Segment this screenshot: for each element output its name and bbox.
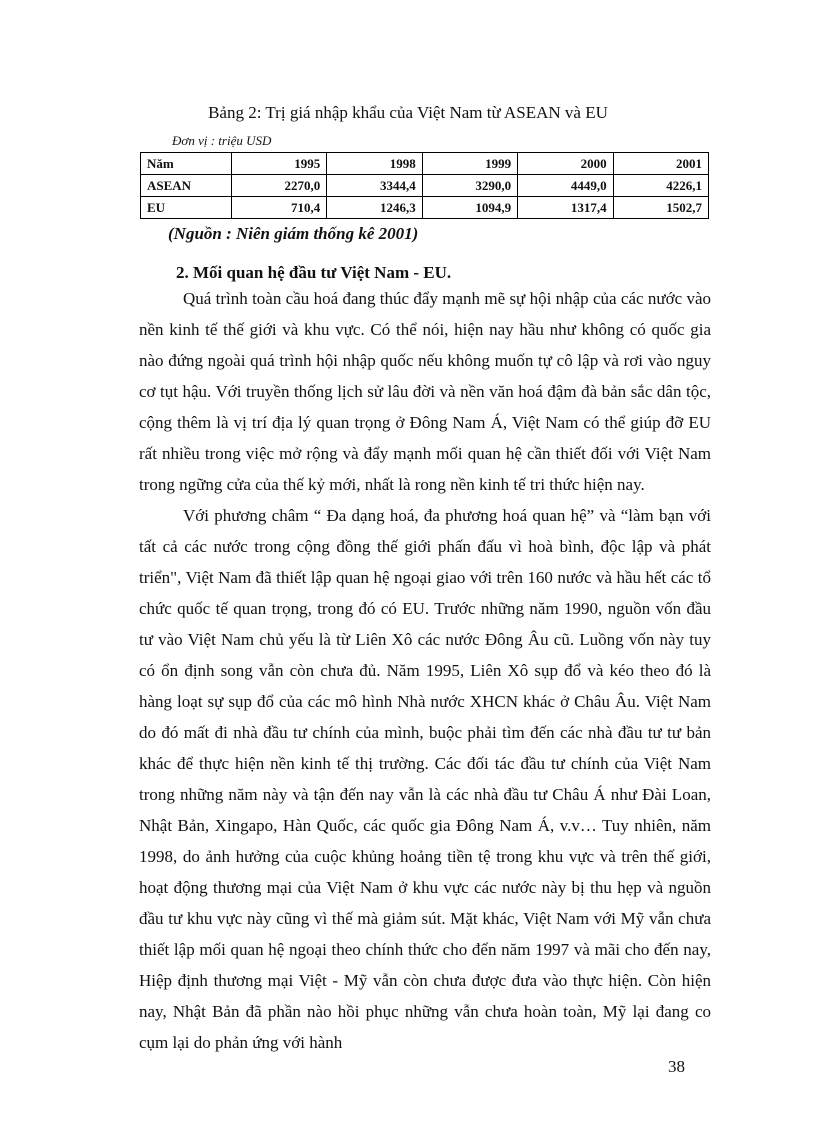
page-number: 38 (668, 1057, 685, 1076)
table-cell: 2270,0 (231, 175, 326, 197)
import-value-table (140, 152, 709, 219)
table-cell: 4449,0 (518, 175, 613, 197)
table-header-row (141, 153, 709, 175)
table-row (141, 197, 709, 219)
table-cell: 3290,0 (422, 175, 517, 197)
table-cell: 1246,3 (327, 197, 422, 219)
table-cell: EU (141, 197, 232, 219)
table-header-cell: 1995 (231, 153, 326, 175)
paragraph: Quá trình toàn cầu hoá đang thúc đẩy mạnh mẽ sự hội nhập của các nước vào nền kinh tế thế giới và khu vực. Có thể nói, hiện nay hầu như không có quốc gia nào đứng ngoài quá trình hội nhập quốc nếu không muốn tự cô lập và rơi vào nguy cơ tụt hậu. Với truyền thống lịch sử lâu đời và nền văn hoá đậm đà bản sắc dân tộc, cộng thêm là vị trí địa lý quan trọng ở Đông Nam Á, Việt Nam có thể giúp đỡ EU rất nhiều trong việc mở rộng và đẩy mạnh mối quan hệ cần thiết đối với Việt Nam trong ngững cửa của thế kỷ mới, nhất là rong nền kinh tế tri thức hiện nay. (139, 289, 711, 494)
table-cell: 1094,9 (422, 197, 517, 219)
table-cell: 1502,7 (613, 197, 708, 219)
table-header-cell: 1999 (422, 153, 517, 175)
source-note: (Nguồn : Niên giám thống kê 2001) (168, 224, 419, 243)
unit-note: Đơn vị : triệu USD (172, 133, 272, 148)
section-heading: 2. Mối quan hệ đầu tư Việt Nam - EU. (176, 263, 452, 282)
table-cell: 4226,1 (613, 175, 708, 197)
table-cell: ASEAN (141, 175, 232, 197)
paragraph: Với phương châm “ Đa dạng hoá, đa phương hoá quan hệ” và “làm bạn với tất cả các nước trong cộng đồng thế giới phấn đấu vì hoà bình, độc lập và phát triển", Việt Nam đã thiết lập quan hệ ngoại giao với trên 160 nước và hầu hết các tổ chức quốc tế quan trọng, trong đó có EU. Trước những năm 1990, nguồn vốn đầu tư vào Việt Nam chủ yếu là từ Liên Xô các nước Đông Âu cũ. Luồng vốn này tuy có ổn định song vẫn còn chưa đủ. Năm 1995, Liên Xô sụp đổ và kéo theo đó là hàng loạt sự sụp đổ của các mô hình Nhà nước XHCN khác ở Châu Âu. Việt Nam do đó mất đi nhà đầu tư chính của mình, buộc phải tìm đến các nhà đầu tư tư bản khác để thực hiện nền kinh tế thị trường. Các đối tác đầu tư chính của Việt Nam trong những năm này và tận đến nay vẫn là các nhà đầu tư Châu Á như Đài Loan, Nhật Bản, Xingapo, Hàn Quốc, các quốc gia Đông Nam Á, v.v… Tuy nhiên, năm 1998, do ảnh hưởng của cuộc khủng hoảng tiền tệ trong khu vực và trên thế giới, hoạt động thương mại của Việt Nam ở khu vực các nước này bị thu hẹp và nguồn đầu tư khu vực này cũng vì thế mà giảm sút. Mặt khác, Việt Nam với Mỹ vẫn chưa thiết lập mối quan hệ ngoại theo chính thức cho đến năm 1997 và mãi cho đến nay, Hiệp định thương mại Việt - Mỹ vẫn còn chưa được đưa vào thực hiện. Còn hiện nay, Nhật Bản đã phần nào hồi phục những vẫn chưa hoàn toàn, Mỹ lại đang co cụm lại do phản ứng với hành (139, 506, 711, 1052)
table-row (141, 175, 709, 197)
table-header-cell: Năm (141, 153, 232, 175)
table-caption: Bảng 2: Trị giá nhập khẩu của Việt Nam từ ASEAN và EU (208, 103, 608, 122)
table-header-cell: 1998 (327, 153, 422, 175)
table-cell: 1317,4 (518, 197, 613, 219)
table-header-cell: 2001 (613, 153, 708, 175)
table-header-cell: 2000 (518, 153, 613, 175)
body-text (139, 283, 711, 1058)
table-cell: 710,4 (231, 197, 326, 219)
table-cell: 3344,4 (327, 175, 422, 197)
